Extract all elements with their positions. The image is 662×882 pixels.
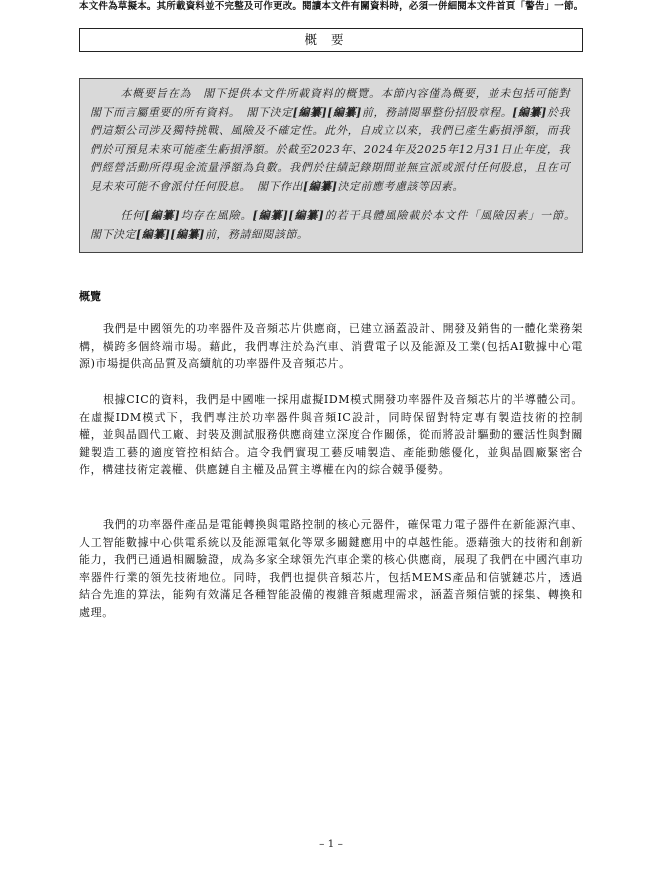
overview-paragraph-1 xyxy=(79,320,583,373)
redacted-marker: [編纂][編纂] xyxy=(136,227,205,241)
notice-text: 前，務請閱畢整份招股章程。 xyxy=(361,105,513,119)
paragraph-text: 我們是中國領先的功率器件及音頻芯片供應商，已建立涵蓋設計、開發及銷售的一體化業務架構，橫跨多個終端市場。藉此，我們專注於為汽車、消費電子以及能源及工業(包括AI數據中心電源)市場提供高品質及高續航的功率器件及音頻芯片。 xyxy=(79,322,583,370)
redacted-marker: [編纂] xyxy=(303,179,338,193)
notice-paragraph-1 xyxy=(90,85,582,196)
draft-disclaimer: 本文件為草擬本。其所載資料並不完整及可作更改。閱讀本文件有關資料時，必須一併細閱本文件首頁「警告」一節。 xyxy=(79,1,584,12)
overview-paragraph-2 xyxy=(79,391,583,479)
page-number: – 1 – xyxy=(319,838,343,850)
summary-notice-box xyxy=(79,78,583,253)
paragraph-text: 根據CIC的資料，我們是中國唯一採用虛擬IDM模式開發功率器件及音頻芯片的半導體公司。在虛擬IDM模式下，我們專注於功率器件與音頻IC設計，同時保留對特定專有製造技術的控制權，並與晶圓代工廠、封裝及測試服務供應商建立深度合作關係，從而將設計驅動的靈活性與對關鍵製造工藝的適度管控相結合。這令我們實現工藝反哺製造、產能動態優化，並與晶圓廠緊密合作，構建技術定義權、供應鏈自主權及品質主導權在內的綜合競爭優勢。 xyxy=(79,393,583,476)
section-heading-overview: 概覽 xyxy=(79,290,101,303)
redacted-marker: [編纂] xyxy=(144,209,181,222)
page-title: 概要 xyxy=(79,28,583,52)
paragraph-text: 我們的功率器件產品是電能轉換與電路控制的核心元器件，確保電力電子器件在新能源汽車、人工智能數據中心供電系統以及能源電氣化等眾多關鍵應用中的卓越性能。憑藉強大的技術和創新能力，我們已通過相關驗證，成為多家全球領先汽車企業的核心供應商，展現了我們在中國汽車功率器件行業的領先技術地位。同時，我們也提供音頻芯片，包括MEMS產品和信號鏈芯片，透過結合先進的算法，能夠有效滿足各種智能設備的複雜音頻處理需求，涵蓋音頻信號的採集、轉換和處理。 xyxy=(79,518,583,619)
redacted-marker: [編纂][編纂] xyxy=(292,105,362,119)
redacted-marker: [編纂] xyxy=(512,105,547,119)
notice-text: 決定前應考慮該等因素。 xyxy=(337,179,464,193)
notice-text: 於我們這類公司涉及獨特挑戰、風險及不確定性。此外，自成立以來，我們已產生虧損淨額，而我們於可預見未來可能產生虧損淨額。於截至2023年、2024年及2025年12月31日止年度，我們經營活動所得現金流量淨額為負數。我們於往績記錄期間並無宣派或派付任何股息，且在可見未來可能不會派付任何股息。 閣下作出 xyxy=(90,105,571,193)
redacted-marker: [編纂][編纂] xyxy=(252,209,325,222)
notice-text: 均存在風險。 xyxy=(180,209,253,222)
notice-text: 的若干具體風險載於本文件「風險因素」一節。 閣下決定 xyxy=(90,209,582,241)
notice-text: 前，務請細閱該節。 xyxy=(204,227,309,241)
notice-paragraph-2 xyxy=(90,207,582,244)
overview-paragraph-3 xyxy=(79,516,583,621)
notice-text: 本概要旨在為 閣下提供本文件所載資料的概覽。本節內容僅為概要，並未包括可能對 閣下而言屬重要的所有資料。 閣下決定 xyxy=(90,87,582,119)
notice-text: 任何 xyxy=(120,209,145,222)
